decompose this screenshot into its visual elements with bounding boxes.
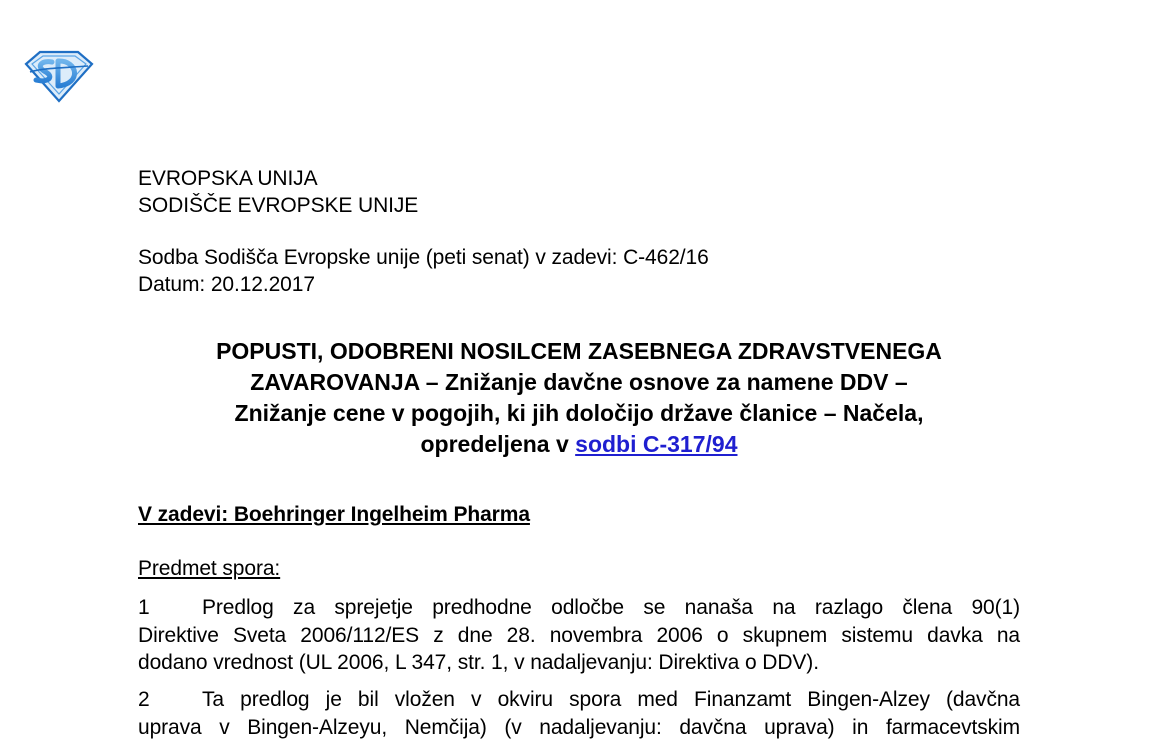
paragraph-1-line-1: 1 Predlog za sprejetje predhodne odločbe se nanaša na razlago člena 90(1) [138,594,1020,622]
title-line-4-prefix: opredeljena v [420,431,576,457]
header-union: EVROPSKA UNIJA [138,167,318,190]
title-line-3: Znižanje cene v pogojih, ki jih določijo države članice – Načela, [234,400,924,426]
judgment-line: Sodba Sodišča Evropske unije (peti senat) v zadevi: C-462/16 [138,246,709,269]
title-line-2: ZAVAROVANJA – Znižanje davčne osnove za namene DDV – [250,369,908,395]
paragraph-1 [138,594,1020,677]
paragraph-number: 1 [138,596,150,619]
court-logo-icon [22,48,96,104]
title-line-1: POPUSTI, ODOBRENI NOSILCEM ZASEBNEGA ZDRAVSTVENEGA [216,338,942,364]
subject-heading: Predmet spora: [138,557,281,580]
in-case-heading: V zadevi: Boehringer Ingelheim Pharma [138,503,530,526]
paragraph-2-line-2: uprava v Bingen-Alzeyu, Nemčija) (v nadaljevanju: davčna uprava) in farmacevtskim [138,715,1020,739]
header-court: SODIŠČE EVROPSKE UNIJE [138,194,419,217]
paragraph-1-line-3: dodano vrednost (UL 2006, L 347, str. 1, v nadaljevanju: Direktiva o DDV). [138,651,819,674]
paragraph-1-line-2: Direktive Sveta 2006/112/ES z dne 28. novembra 2006 o skupnem sistemu davka na [138,623,1020,647]
judgment-link[interactable]: sodbi C-317/94 [575,431,738,457]
title-line-4 [138,429,1020,460]
date-line: Datum: 20.12.2017 [138,273,315,296]
paragraph-number: 2 [138,688,150,711]
paragraph-2-line-1: 2 Ta predlog je bil vložen v okviru spora med Finanzamt Bingen-Alzey (davčna [138,686,1020,714]
paragraph-2 [138,686,1020,741]
